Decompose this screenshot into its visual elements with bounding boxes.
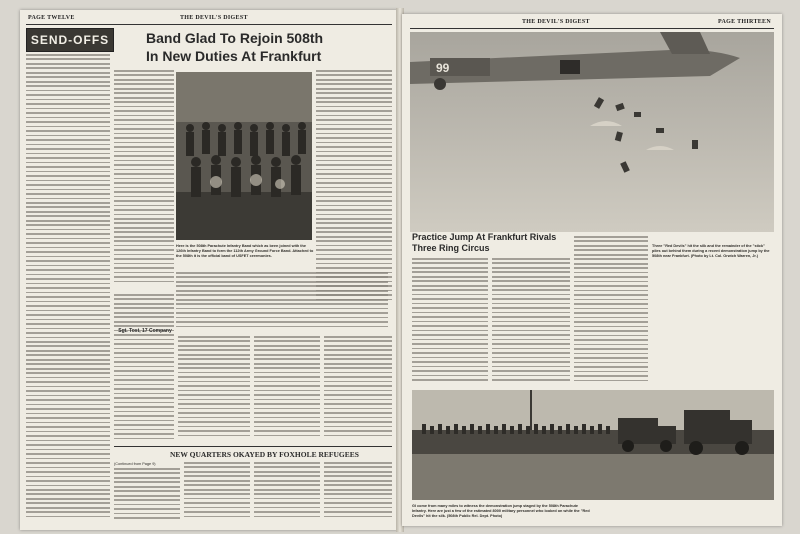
- foxhole-col-4: [324, 462, 392, 524]
- foxhole-continued: (Continued from Page 9): [114, 462, 156, 466]
- band-text-column-5: [254, 336, 320, 444]
- left-page: [20, 10, 398, 530]
- band-headline-line2: In New Duties At Frankfurt: [146, 48, 322, 64]
- band-headline-line1: Band Glad To Rejoin 508th: [146, 30, 324, 46]
- band-photo: [176, 72, 312, 240]
- band-text-column-4: [178, 336, 250, 444]
- masthead-box: [26, 28, 114, 52]
- foxhole-col-1: [114, 468, 180, 524]
- left-page-number: PAGE TWELVE: [28, 15, 75, 21]
- sgt-tost-subhead: Sgt. Tost, 17 Company: [118, 328, 172, 334]
- left-running-title: THE DEVIL'S DIGEST: [180, 15, 248, 21]
- band-text-column-6: [324, 336, 392, 444]
- jump-text-column-2: [492, 258, 570, 386]
- band-photo-image: [176, 72, 312, 240]
- foxhole-headline: NEW QUARTERS OKAYED BY FOXHOLE REFUGEES: [170, 450, 359, 459]
- right-header-rule: [410, 28, 774, 29]
- right-page: [402, 14, 782, 526]
- crowd-photo-image: [412, 390, 774, 500]
- right-page-number: PAGE THIRTEEN: [718, 19, 771, 25]
- svg-text:99: 99: [436, 61, 450, 75]
- masthead-title: SEND-OFFS: [30, 33, 110, 47]
- foxhole-col-2: [184, 462, 250, 524]
- band-text-column-3: [114, 294, 174, 444]
- jump-photo-caption: Three "Red Devils" hit the silk and the remainder of the "stick" piles out behind them during a recent demonstration jump by the 508th near Frankfurt. (Photo by Lt. Col. Orwich Warren, Jr.): [652, 244, 770, 258]
- practice-jump-headline: Practice Jump At Frankfurt Rivals Three Ring Circus: [412, 232, 557, 253]
- left-text-column: [26, 54, 110, 524]
- foxhole-col-3: [254, 462, 320, 524]
- header-rule: [26, 24, 392, 25]
- band-roster: [176, 272, 388, 332]
- crowd-photo-caption: GI come from many miles to witness the demonstration jump staged by the 508th Parachute Infantry. Here are just a few of the estimated 8000 military personnel who looked on while the "Red Devils" hit the silk. (508th Public Rel. Dept. Photo): [412, 504, 590, 518]
- bottom-rule: [114, 446, 392, 447]
- band-text-column-1: [114, 70, 174, 290]
- crowd-photo: [412, 390, 774, 500]
- jump-text-column-3: [574, 236, 648, 386]
- band-photo-caption: Here is the 508th Parachute Infantry Band which as been joined with the 126th Infantry Band to form the 112th Army Ground Force Band. Attached to the 508th it is the official band of USFET ceremonies.: [176, 244, 314, 258]
- right-running-title: THE DEVIL'S DIGEST: [522, 19, 590, 25]
- jump-text-column-1: [412, 258, 488, 386]
- jump-photo-image: [410, 32, 774, 232]
- jump-photo: [410, 32, 774, 232]
